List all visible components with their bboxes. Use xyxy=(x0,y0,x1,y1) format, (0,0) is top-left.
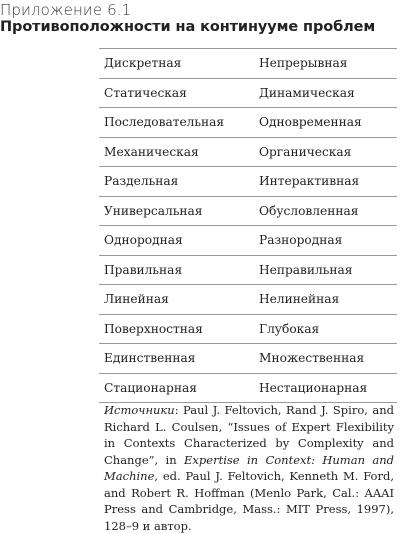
table-row xyxy=(99,49,397,79)
table-row xyxy=(99,137,397,167)
table-cell-right: Разнородная xyxy=(254,226,397,256)
table-row xyxy=(99,108,397,138)
table-row xyxy=(99,167,397,197)
table-cell-left: Последовательная xyxy=(99,108,254,138)
table-row xyxy=(99,78,397,108)
table-cell-right: Нелинейная xyxy=(254,285,397,315)
table-cell-right: Непрерывная xyxy=(254,49,397,79)
table-cell-right: Множественная xyxy=(254,344,397,374)
sources-footnote xyxy=(104,402,394,534)
footnote-text-part2: , ed. Paul J. Feltovich, Kenneth M. Ford, and Robert R. Hoffman (Menlo Park, Cal.: AAAI Press and Cambridge, Mass.: MIT Press, 1997), 128–9 и автор. xyxy=(104,469,394,533)
table-cell-left: Единственная xyxy=(99,344,254,374)
table-cell-left: Раздельная xyxy=(99,167,254,197)
table-cell-right: Одновременная xyxy=(254,108,397,138)
table-cell-left: Линейная xyxy=(99,285,254,315)
sources-label: Источники xyxy=(104,403,175,417)
table-cell-right: Обусловленная xyxy=(254,196,397,226)
book-title: Expertise in Context: Human and Machine xyxy=(104,452,394,483)
footnote-text-part1: : Paul J. Feltovich, Rand J. Spiro, and Richard L. Coulsen, “Issues of Expert Flexibility in Contexts Characterized by Complexity and Change”, in xyxy=(104,403,394,467)
table-row xyxy=(99,314,397,344)
appendix-label: Приложение 6.1 xyxy=(0,1,132,19)
table-cell-left: Статическая xyxy=(99,78,254,108)
opposites-table xyxy=(99,48,397,403)
table-cell-left: Поверхностная xyxy=(99,314,254,344)
table-cell-right: Интерактивная xyxy=(254,167,397,197)
table-cell-left: Однородная xyxy=(99,226,254,256)
table-cell-left: Универсальная xyxy=(99,196,254,226)
table-row xyxy=(99,344,397,374)
table-cell-left: Стационарная xyxy=(99,373,254,403)
table-cell-right: Неправильная xyxy=(254,255,397,285)
table-cell-left: Дискретная xyxy=(99,49,254,79)
table-row xyxy=(99,373,397,403)
table-row xyxy=(99,226,397,256)
table-cell-right: Нестационарная xyxy=(254,373,397,403)
table-cell-right: Глубокая xyxy=(254,314,397,344)
table-cell-left: Правильная xyxy=(99,255,254,285)
table-cell-right: Динамическая xyxy=(254,78,397,108)
page-title: Противоположности на континууме проблем xyxy=(0,19,376,35)
table-row xyxy=(99,196,397,226)
opposites-table-body xyxy=(99,49,397,403)
table-cell-right: Органическая xyxy=(254,137,397,167)
table-cell-left: Механическая xyxy=(99,137,254,167)
table-row xyxy=(99,285,397,315)
table-row xyxy=(99,255,397,285)
